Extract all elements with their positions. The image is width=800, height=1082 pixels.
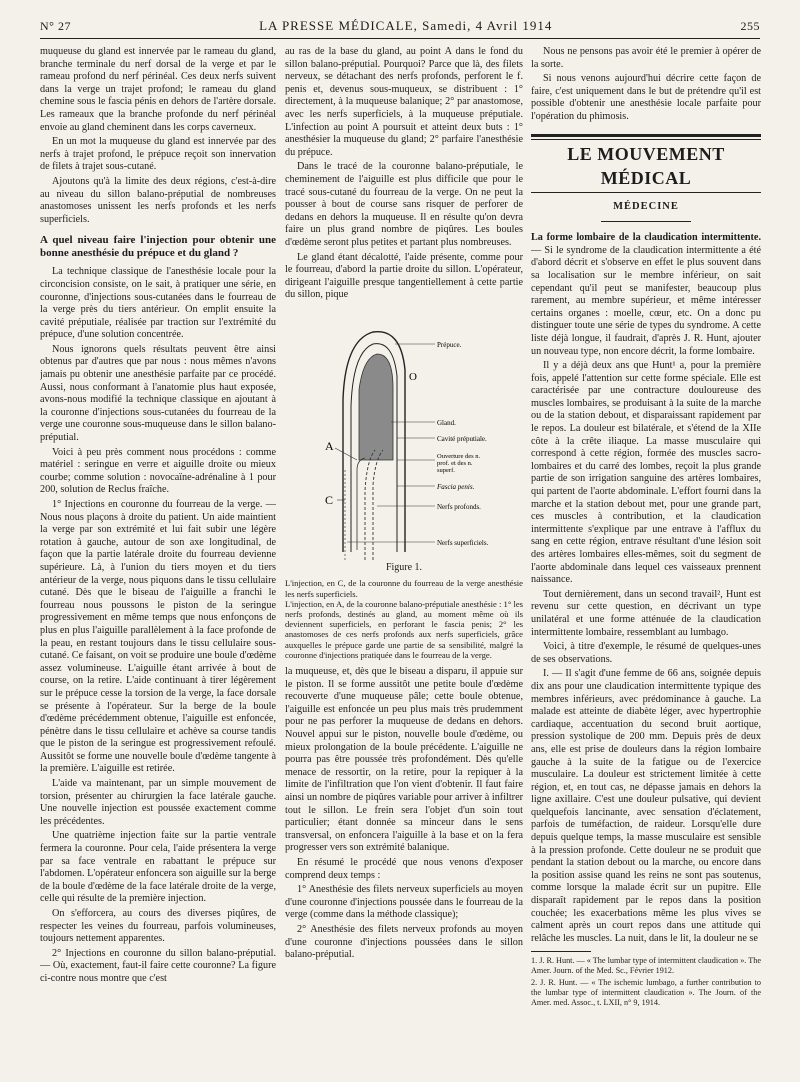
- paragraph: 1° Injections en couronne du fourreau de la verge. — Nous nous plaçons à droite du patient. Un aide maintient la verge par son extrémité et lui fait subir une légère rotation à gauche, autour de son axe longitudinal, de façon que la partie latérale droite du fourreau devienne supérieure. Là, à l'union du tiers moyen et du tiers antérieur de la verge, nous piquons dans le tissu cellulaire cutané. Dès que le biseau de l'aiguille a franchi le fourreau nous poussons le piston de la seringue progressivement en même temps que nous enfonçons de plus en plus l'aiguille parallèlement à la face profonde de la peau, en restant toujours dans le tissu cellulaire sous-cutané. Ce faisant, on voit se produire une boule d'œdème assez volumineuse. L'aiguille étant arrivée à bout de course, on la retire. L'aide continuant à tirer légèrement sur le prépuce cesse la torsion de la verge, la face dorsale se présente à l'opérateur. Sur la berge de la boule d'œdème précédemment obtenue, l'aiguille est enfoncée, pénètre dans le tissu cellulaire et achève sa course tandis que le piston de la seringue est progressivement refoulé. Aussitôt se forme une nouvelle boule d'œdème tangente à la première. L'aiguille est retirée.: [40, 499, 276, 775]
- label-ouverture-3: superf.: [437, 466, 455, 474]
- paragraph: Une quatrième injection faite sur la partie ventrale fermera la couronne. Pour cela, l'aide présentera la verge par sa face ventrale en rabattant le prépuce sur l'abdomen. L'opérateur enfoncera son aiguille sur la berge de la boule d'œdème de la face latérale droite de la verge, celle qui résulte de la première injection.: [40, 830, 276, 905]
- paragraph: Il y a déjà deux ans que Hunt¹ a, pour la première fois, appelé l'attention sur cette forme spéciale. Elle est caractérisée par une contracture douloureuse des muscles lombaires, se produisant à la suite de la marche ou de la station debout, et disparaissant rapidement par le repos. La douleur est bilatérale, et s'étend de la XIIe côte à la crête iliaque. La masse musculaire qui correspond à cette région, formée des muscles sacro-lombaires et du carré des lombes, reçoit la plus grande partie de son irrigation sanguine des artères lombaires, qui partent de l'aorte abdominale. L'effort fourni dans la marche et la station debout met, pour une grande part, ces muscles à contribution, et la claudication intermittente s'explique par une entrave à l'afflux du sang en cette région, entrave résultant d'une lésion soit des artères lombaires elles-mêmes, soit du segment de l'aorte abdominale dans lequel ces vaisseaux prennent naissance.: [531, 360, 761, 586]
- paragraph: Voici, à titre d'exemple, le résumé de quelques-unes de ses observations.: [531, 641, 761, 665]
- paragraph: Dans le tracé de la couronne balano-préputiale, le cheminement de l'aiguille est plus difficile que pour le tracé sous-cutané du fourreau de la verge. On ne peut la pousser à bout de course sans risquer de perforer de dedans en dehors la muqueuse. Il en résulte qu'on devra faire un plus grand nombre de piqûres. Les boules d'œdème seront plus petites et partant plus nombreuses.: [285, 161, 523, 248]
- label-prepuce: Prépuce.: [437, 340, 462, 349]
- paragraph: Si nous venons aujourd'hui décrire cette façon de faire, c'est uniquement dans le but de prétendre qu'il est possible d'obtenir une anesthésie locale parfaite pour l'opération du phimosis.: [531, 73, 761, 122]
- label-fascia: Fascia penis.: [437, 482, 475, 491]
- label-a: A: [325, 438, 334, 453]
- issue-number: N° 27: [40, 18, 71, 33]
- journal-title: LA PRESSE MÉDICALE, Samedi, 4 Avril 1914: [259, 18, 553, 33]
- section-heading: A quel niveau faire l'injection pour obtenir une bonne anesthésie du prépuce et du gland ?: [40, 234, 276, 260]
- subsection-title: MÉDECINE: [613, 200, 679, 212]
- figure-drawing: [285, 310, 523, 560]
- footnote: 2. J. R. Hunt. — « The ischemic lumbago, a further contribution to the lumbar type of intermittent claudication ». The Journ. of the Amer. med. Assoc., t. LXII, n° 9, 1914.: [531, 978, 761, 1008]
- paragraph: Voici à peu près comment nous procédons : comme matériel : seringue en verre et aiguille droite ou mieux courbe; comme solution : novocaïne-adrénaline à 1 pour 200, solution de Reclus fraîche.: [40, 446, 276, 496]
- figure-caption: L'injection, en A, de la couronne balano-préputiale anesthésie : 1° les nerfs profonds, destinés au gland, au moment même où ils deviennent superficiels, en perforant le fascia penis; 2° les anastomoses de ces nerfs profonds aux nerfs superficiels, grâce auxquelles le prépuce garde une partie de sa sensibilité, malgré la couronne d'injections pratiquée dans le fourreau de la verge.: [285, 598, 523, 660]
- label-ouverture-2: prof. et des n.: [437, 459, 473, 467]
- paragraph: I. — Il s'agit d'une femme de 66 ans, soignée depuis dix ans pour une claudication intermittente typique des membres inférieurs, avec prédominance à gauche. La malade est atteinte de diabète léger, avec hypertrophie cardiaque, accentuation du second bruit aortique, pression systolique de 200 mm. Depuis près de deux ans, elle est prise de douleurs dans la région lombaire gauche à la suite de la fatigue ou de l'exercice musculaire. La douleur est strictement limitée à cette région, et, en tout cas, ne dépasse jamais en dehors la ligne axillaire. C'est une douleur pulsative, qui devient quelquefois lancinante, avec sensation d'éclatement, parfois de tuméfaction, de raideur. Lorsqu'elle dure depuis quelque temps, la masse musculaire est sensible à la pression profonde. Cette douleur ne se produit que pendant la station debout ou la marche, ou encore dans la position assise quand les reins ne sont pas soutenus, comme lorsque la malade écrit sur un pupitre. Elle disparaît rapidement par le repos dans la position couchée; les exacerbations même les plus vives se calment après un court repos dans une attitude qui relâche les muscles. La nuit, dans le lit, la douleur ne se: [531, 668, 761, 944]
- subsection-rule: [601, 221, 691, 222]
- column-2: [285, 46, 523, 1070]
- label-c: C: [325, 492, 334, 507]
- paragraph: au ras de la base du gland, au point A dans le fond du sillon balano-préputial. Pourquoi? Parce que là, des filets nerveux, se détachant des nerfs profonds, perforent le f. penis et, devenus sous-muqueux, se distribuent : 1° directement, à la muqueuse balanique; 2° par anastomose, avec les nerfs superficiels, à la muqueuse préputiale. L'infection au point A poursuit et atteint deux buts : 1° anesthésier la muqueuse du gland; 2° parfaire l'anesthésie du prépuce.: [285, 46, 523, 158]
- paragraph: En un mot la muqueuse du gland est innervée par des nerfs à trajet profond, le prépuce reçoit son innervation de filets à trajet sous-cutané.: [40, 136, 276, 173]
- paragraph: L'aide va maintenant, par un simple mouvement de torsion, présenter au chirurgien la face latérale gauche. Une nouvelle injection est poussée exactement comme les précédentes.: [40, 778, 276, 827]
- figure-caption: L'injection, en C, de la couronne du fourreau de la verge anesthésie les nerfs superficiels.: [285, 578, 523, 599]
- banner-rule: [531, 134, 761, 137]
- paragraph: Tout dernièrement, dans un second travail², Hunt est revenu sur cette question, en décrivant un type unilatéral et une forme atténuée de la claudication intermittente lombaire, ressemblant au lumbago.: [531, 588, 761, 638]
- label-nerfs-profonds: Nerfs profonds.: [437, 502, 481, 511]
- paragraph: Ajoutons qu'à la limite des deux régions, c'est-à-dire au niveau du sillon balano-préputial de nombreuses anastomoses unissent les nerfs profonds et les nerfs superficiels.: [40, 175, 276, 225]
- paragraph: En résumé le procédé que nous venons d'exposer comprend deux temps :: [285, 857, 523, 881]
- label-nerfs-superficiels: Nerfs superficiels.: [437, 538, 489, 547]
- label-cavite: Cavité préputiale.: [437, 434, 487, 443]
- footnote-rule: [531, 951, 591, 952]
- anatomical-figure: [285, 310, 523, 660]
- label-ouverture-1: Ouverture des n.: [437, 452, 481, 460]
- paragraph: la muqueuse, et, dès que le biseau a disparu, il appuie sur le piston. Il se forme aussitôt une petite boule d'œdème recouverte d'une muqueuse pâle; cette boule obtenue, l'aiguille est enfoncée un peu plus mais très prudemment pour ne pas perforer la muqueuse de dedans en dehors. Nouvel appui sur le piston, nouvelle boule d'œdème, ou mieux prolongation de la boule précédente. L'aiguille ne pourra pas être poussée très profondément. Dès qu'elle menace de ressortir, on la retire, pour la repiquer à la limite de l'infiltration que l'on vient d'obtenir. Il faut faire ainsi un nombre de piqûres variable pour arriver à infiltrer tout le sillon. Le frein sera l'objet d'un soin tout particulier; étant donnée sa minceur dans le sens transversal, on enfoncera l'aiguille à la base et on la fera progresser vers son extrémité balanique.: [285, 666, 523, 854]
- paragraph: Nous ne pensons pas avoir été le premier à opérer de la sorte.: [531, 46, 761, 70]
- page-header: [40, 14, 760, 39]
- paragraph: Nous ignorons quels résultats peuvent être ainsi obtenus par d'autres que par nous : nous mêmes n'avons jamais pu obtenir une anesthésie parfaite par ce procédé. Aussi, nous conformant à l'anatomie plus haut exposée, avons-nous modifié la technique classique en ajoutant à la couronne d'injections sous-cutanées du fourreau de la verge une couronne sous-muqueuse dans le sillon balano-préputial.: [40, 343, 276, 444]
- column-3: [531, 46, 761, 1070]
- paragraph: 1° Anesthésie des filets nerveux superficiels au moyen d'une couronne d'injections poussée dans le fourreau de la verge (comme dans la méthode classique);: [285, 884, 523, 921]
- paragraph: 2° Anesthésie des filets nerveux profonds au moyen d'une couronne d'injections poussées dans le sillon balano-préputial.: [285, 923, 523, 961]
- paragraph: On s'efforcera, au cours des diverses piqûres, de respecter les veines du fourreau, parfois volumineuses, toujours nettement apparentes.: [40, 908, 276, 945]
- column-1: [40, 46, 276, 1070]
- section-banner: [531, 134, 761, 223]
- paragraph: 2° Injections en couronne du sillon balano-préputial. — Où, exactement, faut-il faire cette couronne? La figure ci-contre nous montre que c'est: [40, 947, 276, 984]
- page-number: 255: [740, 18, 760, 33]
- paragraph: Le gland étant décalotté, l'aide présente, comme pour le fourreau, d'abord la partie droite du sillon. L'opérateur, dirigeant l'aiguille presque tangentiellement à cette partie du sillon, pique: [285, 251, 523, 301]
- label-o: O: [409, 370, 417, 383]
- footnote: 1. J. R. Hunt. — « The lumbar type of intermittent claudication ». The Amer. Journ. of the Med. Sc., Février 1912.: [531, 956, 761, 976]
- figure-title: Figure 1.: [385, 561, 423, 573]
- article-heading: La forme lombaire de la claudication intermittente.: [531, 232, 761, 244]
- banner-title: LE MOUVEMENT MÉDICAL: [531, 139, 761, 193]
- paragraph: — Si le syndrome de la claudication intermittente a été d'abord décrit et s'observe en effet le plus souvent dans sa localisation sur le membre inférieur, on sait cependant qu'il peut se manifester, beaucoup plus rarement, au membre supérieur, et même intéresser certains organes : moelle, cœur, etc. On a donc pu distinguer toute une série de types du syndrome. A cette liste déjà longue, il faudrait, d'après J. R. Hunt, ajouter un nouveau type, non encore décrit, la forme lombaire.: [531, 244, 761, 357]
- paragraph: muqueuse du gland est innervée par le rameau du gland, branche terminale du nerf dorsal de la verge et par le rameau profond du nerf périnéal. Ces deux nerfs suivent dans la verge un trajet profond; le rameau du gland chemine sous le fascia pénis en dehors de l'artère dorsale. Les rameaux que la branche profonde du nerf périnéal envoie au gland cheminent dans les corps caverneux.: [40, 46, 276, 133]
- label-gland: Gland.: [437, 418, 456, 427]
- paragraph: La technique classique de l'anesthésie locale pour la circoncision consiste, on le sait, à pratiquer une série, en couronne, d'injections sous-cutanées dans le fourreau de la verge près du tiers antérieur. On emplit ensuite la cavité préputiale, réalisée par traction sur l'extrémité du prépuce, d'une solution concentrée.: [40, 266, 276, 341]
